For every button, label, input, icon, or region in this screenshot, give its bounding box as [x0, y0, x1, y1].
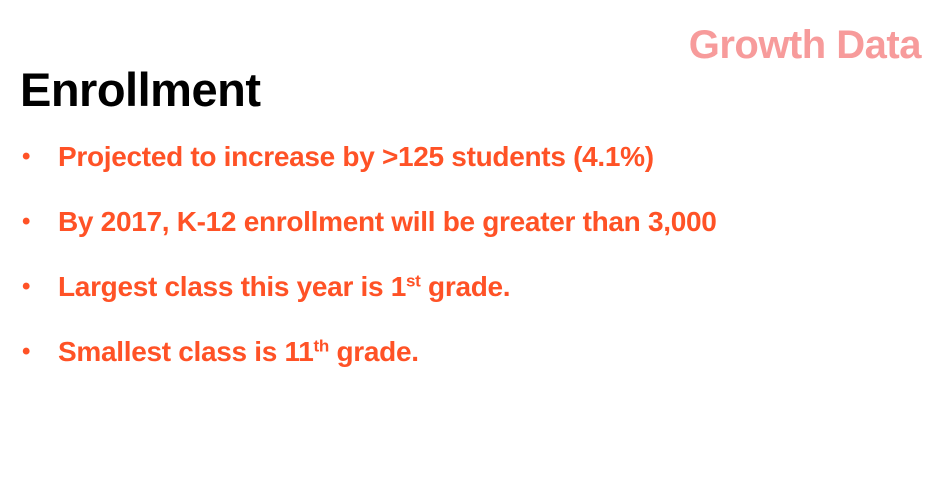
- bullet-text: [58, 268, 510, 306]
- bullet-dot-icon: •: [22, 273, 31, 300]
- bullet-text: By 2017, K-12 enrollment will be greater than 3,000: [58, 206, 717, 237]
- bullet-dot-icon: •: [22, 338, 31, 365]
- slide-title: Enrollment: [20, 63, 261, 116]
- section-tag: Growth Data: [688, 23, 921, 67]
- bullet-text-end: grade.: [420, 271, 511, 302]
- ordinal-suffix: st: [406, 271, 421, 291]
- bullet-text-main: Largest class this year is 1: [58, 271, 407, 302]
- bullet-dot-icon: •: [22, 143, 31, 170]
- bullet-dot-icon: •: [22, 208, 31, 235]
- bullet-text: Projected to increase by >125 students (4.1%): [58, 141, 654, 172]
- bullet-text-main: Smallest class is 11: [58, 336, 314, 367]
- bullet-text: [58, 333, 419, 371]
- ordinal-suffix: th: [313, 336, 329, 356]
- bullet-text-end: grade.: [328, 336, 419, 367]
